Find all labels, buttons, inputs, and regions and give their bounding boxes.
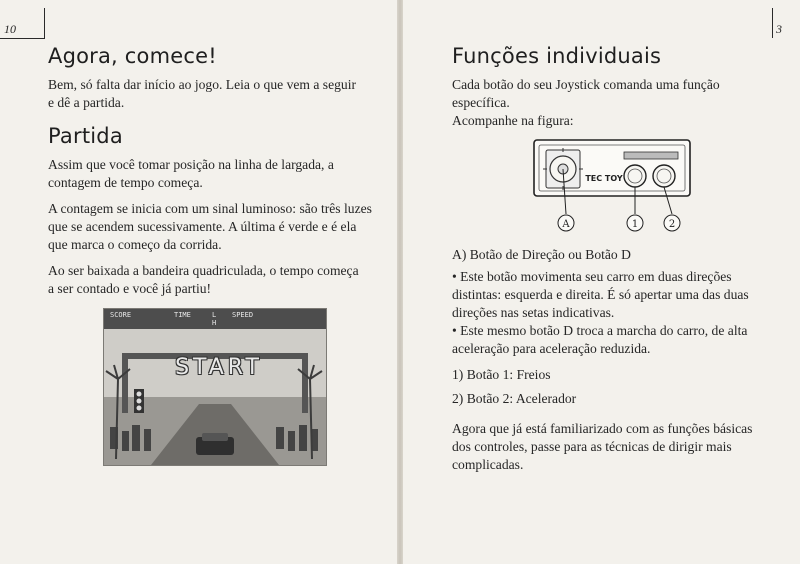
heading-partida: Partida	[48, 124, 123, 148]
callout-label-a: A	[562, 219, 570, 230]
page-number-rule	[44, 8, 45, 38]
hud-speed: SPEED	[232, 311, 254, 319]
paragraph-funcoes-intro: Cada botão do seu Joystick comanda uma função específica.	[452, 77, 720, 110]
item-brake: 1) Botão 1: Freios	[452, 367, 551, 382]
game-start-screenshot	[103, 308, 327, 466]
page-number-underline	[0, 38, 45, 39]
section-a-title: A) Botão de Direção ou Botão D	[452, 247, 631, 262]
race-scene-graphic	[104, 309, 326, 465]
paragraph-partida-2: A contagem se inicia com um sinal luminoso: são três luzes que se acendem sucessivamente. A última é verde e é ela que marca o começo da corrida.	[48, 201, 372, 252]
joystick-brand-label: TEC TOY	[585, 174, 623, 183]
bullet-direction: • Este botão movimenta seu carro em duas direções distintas: esquerda e direita. É só apertar uma das duas direções nas setas indicativas.	[452, 268, 772, 322]
paragraph-partida-3: Ao ser baixada a bandeira quadriculada, o tempo começa a ser contado e você já partiu!	[48, 263, 359, 296]
paragraph-closing: Agora que já está familiarizado com as funções básicas dos controles, passe para as técnicas de dirigir mais complicadas.	[452, 421, 753, 472]
page-number-right: 3	[776, 22, 782, 36]
heading-funcoes-individuais: Funções individuais	[452, 44, 662, 68]
hud-time: TIME	[174, 311, 191, 319]
item-accelerator: 2) Botão 2: Acelerador	[452, 391, 577, 406]
paragraph-partida-1: Assim que você tomar posição na linha de largada, a contagem de tempo começa.	[48, 157, 334, 190]
hud-score: SCORE	[110, 311, 132, 319]
hud-l: L	[212, 311, 217, 319]
heading-agora-comece: Agora, comece!	[48, 44, 217, 68]
start-banner-text: START	[175, 355, 263, 380]
page-number-rule-right	[772, 8, 773, 38]
paragraph-intro: Bem, só falta dar início ao jogo. Leia o que vem a seguir e dê a partida.	[48, 77, 357, 110]
page-number-left: 10	[4, 22, 16, 36]
joystick-diagram	[532, 136, 692, 236]
bullet-gear-shift: • Este mesmo botão D troca a marcha do carro, de alta aceleração para aceleração reduzida.	[452, 322, 772, 358]
hud-h: H	[212, 319, 217, 327]
callout-label-1: 1	[631, 219, 639, 230]
paragraph-acompanhe: Acompanhe na figura:	[452, 113, 574, 128]
callout-label-2: 2	[668, 219, 676, 230]
